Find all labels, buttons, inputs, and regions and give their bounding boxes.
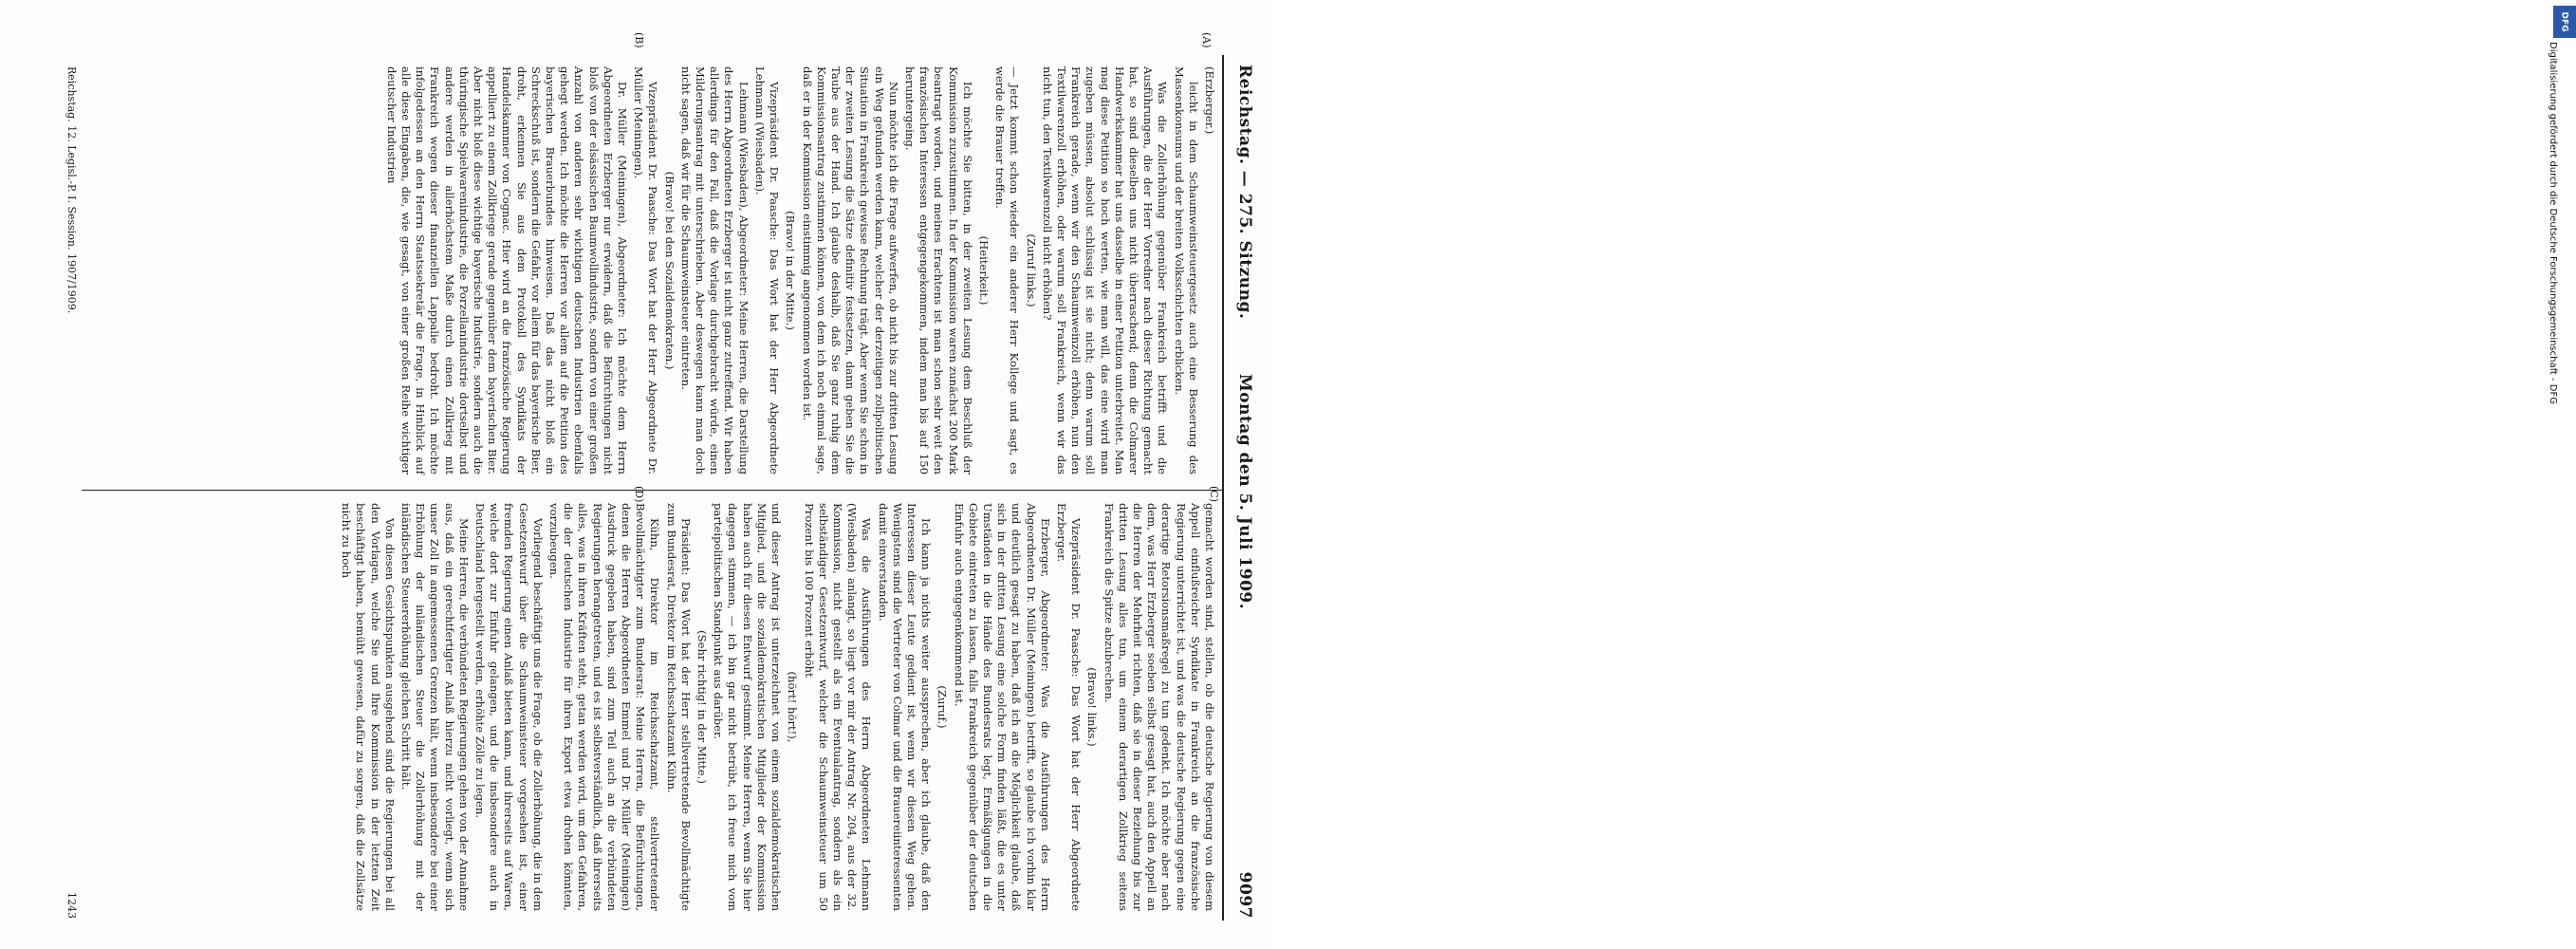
paragraph: (Heiterkeit.) [976, 235, 991, 306]
paragraph: Was die Ausführungen des Herrn Abgeordneten Lehmann (Wiesbaden) anlangt, so liegt vor mir der Antrag Nr. 204, aus der 32. Kommission, nicht gestellt als ein Eventualantrag, sondern als ein selbständiger Gesetzentwurf, welcher die Schaumweinsteuer um 50 Prozent bis 100 Prozent erhöht [802, 503, 874, 911]
margin-mark-b: (B) [633, 32, 645, 48]
paragraph: Nun möchte ich die Frage aufwerfen, ob nicht bis zur dritten Lesung ein Weg gefunden werden kann, welcher der derzeitigen zollpolitischen Situation in Frankreich gewisse Rechnung trägt. Aber wenn Sie schon in der zweiten Lesung die Sätze definitiv festsetzen, dann geben Sie die Taube aus der Hand. Ich glaube deshalb, daß Sie ganz ruhig dem Kommissionsantrag zustimmen können, von dem ich noch einmal sage, daß er in der Kommission einstimmig angenommen worden ist. [800, 66, 900, 474]
paragraph: (Erzberger.) [1203, 66, 1216, 135]
paragraph: Was die Zollerhöhung gegenüber Frankreich betrifft und die Ausführungen, die der Herr Vorredner nach dieser Richtung gemacht hat, so sind dieselben uns nicht überraschend; denn die Colmarer Handwerkskammer hat uns dasselbe in einer Petition unterbreitet. Man mag diese Petition so hoch werten, wie man will, das eine wird man zugeben müssen, absolut schlüssig ist sie nicht; denn warum soll Frankreich gerade, wenn wir den Schaumweinzoll erhöhen, nun den Textilwarenzoll erhöhen, oder warum soll Frankreich, wenn wir das nicht tun, den Textilwarenzoll nicht erhöhen? [1040, 66, 1170, 474]
digitization-sidebar [1271, 0, 2569, 949]
paragraph: (Bravo! in der Mitte.) [784, 211, 798, 330]
sheet-number: 1243 [65, 892, 78, 919]
paragraph: Dr. Müller (Meiningen), Abgeordneter: Ich möchte dem Herrn Abgeordneten Erzberger nur erwidern, daß die Befürchtungen nicht bloß von der elsässischen Baumwollindustrie, sondern von einer großen Anzahl von anderen sehr wichtigen deutschen Industrien ebenfalls gehegt werden. Ich möchte die Herren vor allem auf die Petition des bayerischen Brauerbundes hinweisen. Daß das nicht bloß ein Schreckschuß ist, sondern die Gefahr, vor allem für das bayerische Bier, droht, erkennen Sie aus dem Protokoll des Syndikats der Handelskammer von Cognac. Hier wird an die französische Regierung appelliert zu einem Zollkriege gerade gegenüber dem bayerischen Bier. Aber nicht bloß diese wichtige bayerische Industrie, sondern auch die thüringische Spielwarenindustrie, die Porzellanindustrie dortselbst und andere werden in allerhöchstem Maße durch einen Zollkrieg mit Frankreich wegen dieser finanziellen Lappalie bedroht. Ich möchte infolgedessen an den Herrn Staatssekretär die Frage, in Hinblick auf alle diese Eingaben, die, wie gesagt, von einer großen Reihe wichtiger deutscher Industrien [384, 66, 630, 474]
paragraph: Vizepräsident Dr. Paasche: Das Wort hat der Herr Abgeordnete Dr. Müller (Meiningen). [632, 66, 660, 474]
dfg-logo: DFG [2553, 6, 2576, 38]
paragraph: Lehmann (Wiesbaden), Abgeordneter: Meine Herren, die Darstellung des Herrn Abgeordneten Erzberger ist nicht ganz zutreffend. Wir haben allerdings für den Fall, daß die Vorlage durchgebracht würde, einen Milderungsantrag mit unterschrieben. Aber deswegen kann man doch nicht sagen, daß wir für die Schaumweinsteuer eintreten. [678, 66, 751, 474]
paragraph: (Bravo! links.) [1085, 667, 1100, 747]
paragraph: Präsident: Das Wort hat der Herr stellvertretende Bevollmächtigte zum Bundesrat, Direktor im Reichsschatzamt Kühn. [664, 503, 693, 911]
margin-mark-d: (D) [633, 486, 645, 503]
paragraph: Ich kann ja nichts weiter aussprechen, aber ich glaube, daß den Interessen dieser Leute gedient ist, wenn wir diesen Weg gehen. Wenigstens sind die Vertreter von Colmar und die Brauereiinteressenten damit einverstanden. [876, 503, 934, 911]
running-header [1230, 65, 1254, 919]
paragraph: Vorliegend beschäftigt uns die Frage, ob die Zollerhöhung, die in dem Gesetzentwurf über die Schaumweinsteuer vorgesehen ist, einer fremden Regierung einen Anlaß bieten kann, und ihrerseits auf Waren, welche dort zur Einfuhr gelangen, und die insbesondere auch in Deutschland hergestellt werden, erhöhte Zölle zu legen. [473, 503, 545, 911]
margin-mark-a: (A) [1200, 32, 1213, 48]
paragraph: (Sehr richtig! in der Mitte.) [695, 630, 710, 784]
page-footer [63, 66, 78, 919]
right-column [337, 503, 1216, 911]
paragraph: gemacht worden sind, stellen, ob die deutsche Regierung von diesem Appell einflußreicher Syndikate in Frankreich an die französische Regierung unterrichtet ist, und was die deutsche Regierung gegen eine derartige Retorsionsmaßregel zu tun gedenkt. Ich möchte aber nach dem, was Herr Erzberger soeben selbst gesagt hat, auch den Appell an die Herren der Mehrheit richten, daß sie in dieser Beziehung bis zur dritten Lesung alles tun, um einem derartigen Zollkrieg seitens Frankreich die Spitze abzubrechen. [1102, 503, 1216, 911]
paragraph: (Zuruf.) [936, 685, 950, 729]
paragraph: (Zuruf links.) [1024, 233, 1038, 307]
margin-mark-c: (C) [1208, 486, 1220, 502]
paragraph: — Jetzt kommt schon wieder ein anderer Herr Kollege und sagt, es werde die Brauer treffen. [993, 66, 1022, 474]
paragraph: leicht in dem Schaumweinsteuergesetz auch eine Besserung des Massenkonsums und der breiten Volksschichten erblicken. [1172, 66, 1200, 474]
paragraph: Ich möchte Sie bitten, in der zweiten Lesung dem Beschluß der Kommission zuzustimmen. In der Kommission waren zunächst 200 Mark beantragt worden, und meines Erachtens ist man schon sehr weit den französischen Interessen entgegengekommen, indem man bis auf 150 heruntergeing. [902, 66, 974, 474]
header-left: Reichstag. — 275. Sitzung. [1235, 65, 1254, 320]
paragraph: (Bravo! bei den Sozialdemokraten.) [662, 171, 676, 370]
left-column [382, 66, 1216, 474]
funding-note: Digitalisierung gefördert durch die Deutsche Forschungsgemeinschaft - DFG [2548, 42, 2558, 405]
paragraph: (hört! hört!), [786, 671, 800, 743]
paragraph: Kühn, Direktor im Reichsschatzamt, stellvertretender Bevollmächtigter zum Bundesrat: Meine Herren, die Befürchtungen, denen die Herren Abgeordneten Emmel und Dr. Müller (Meiningen) Ausdruck gegeben haben, sind zum Teil auch an die verbündeten Regierungen herangetreten, und es ist selbstverständlich, daß ihrerseits alles, was in ihren Kräften steht, getan werden wird, um den Gefahren, die der deutschen Industrie für ihren Export etwa drohen könnten, vorzubeugen. [547, 503, 662, 911]
paragraph: und dieser Antrag ist unterzeichnet von einem sozialdemokratischen Mitglied, und die sozialdemokratischen Mitglieder der Kommission haben auch für diesen Entwurf gestimmt. Meine Herren, wenn Sie hier dagegen stimmen, — ich bin gar nicht betrübt, ich freue mich vom parteipolitischen Standpunkt aus darüber. [712, 503, 784, 911]
header-rule [1222, 55, 1224, 921]
paragraph: Meine Herren, die verbündeten Regierungen gehen von der Annahme aus, daß ein gerechtfertigter Anlaß hierzu nicht vorliegt, wenn sich unser Zoll in angemessenen Grenzen hält, wenn insbesondere bei einer Erhöhung der inländischen Steuer die Zollerhöhung mit der inländischen Steuererhöhung gleichen Schritt hält. [399, 503, 471, 911]
paragraph: Von diesen Gesichtspunkten ausgehend sind die Regierungen bei all den Vorlagen, welche Sie und Ihre Kommission in der letzten Zeit beschäftigt haben, bemüht gewesen, dafür zu sorgen, daß die Zollsätze nicht zu hoch [340, 503, 397, 911]
paragraph: Vizepräsident Dr. Paasche: Das Wort hat der Herr Abgeordnete Lehmann (Wiesbaden). [752, 66, 782, 474]
paragraph: Vizepräsident Dr. Paasche: Das Wort hat der Herr Abgeordnete Erzberger. [1054, 503, 1084, 911]
paragraph: Erzberger, Abgeordneter: Was die Ausführungen des Herrn Abgeordneten Dr. Müller (Meiningen) betrifft, so glaube ich vorhin klar und deutlich gesagt zu haben, daß ich an die Möglichkeit glaube, daß sich in der dritten Lesung eine solche Form finden läßt, die es unter Umständen in die Hände des Bundesrats legt, Ermäßigungen in die Gebiete eintreten zu lassen, falls Frankreich gegenüber der deutschen Einfuhr auch entgegenkommend ist. [952, 503, 1052, 911]
rotated-document [57, 27, 1262, 928]
footer-left: Reichstag. 12. Legisl.-P. I. Session. 1907/1909. [65, 66, 78, 314]
header-center: Montag den 5. Juli 1909. [1235, 373, 1254, 610]
page-number: 9097 [1235, 871, 1254, 919]
column-divider [82, 490, 1222, 491]
